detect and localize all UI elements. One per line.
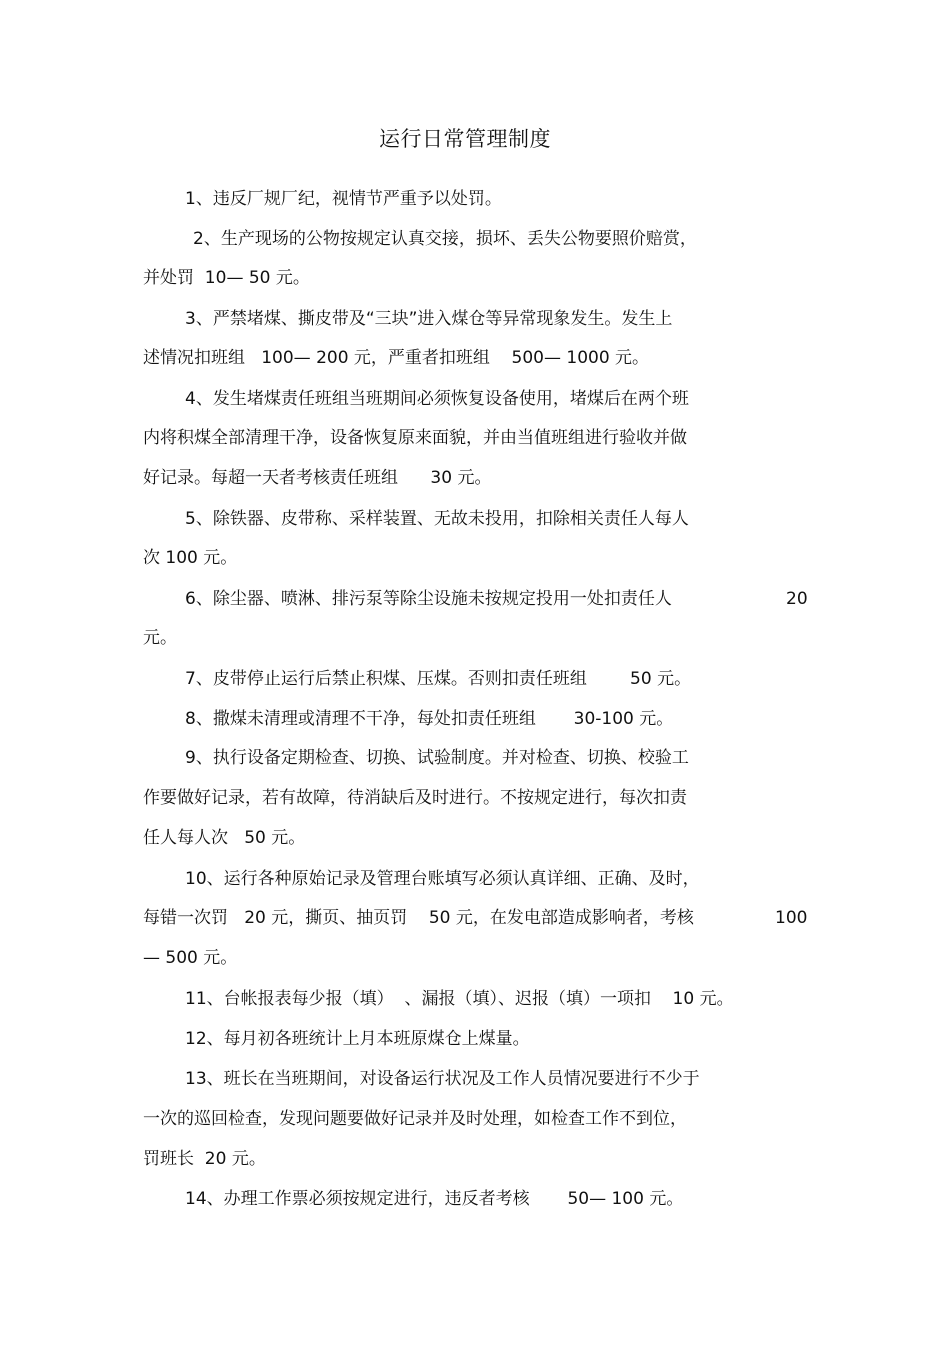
rule-2-line-1: 2、生产现场的公物按规定认真交接，损坏、丢失公物要照价赔赏， <box>193 229 697 249</box>
rule-8-line: 8、撒煤未清理或清理不干净，每处扣责任班组 30-100 元。 <box>185 709 674 729</box>
rule-3-line-1: 3、严禁堵煤、撕皮带及“三块”进入煤仓等异常现象发生。发生上 <box>185 309 673 329</box>
rule-13-line-2: 一次的巡回检查，发现问题要做好记录并及时处理，如检查工作不到位， <box>143 1109 687 1129</box>
rule-7-line: 7、皮带停止运行后禁止积煤、压煤。否则扣责任班组 50 元。 <box>185 669 692 689</box>
rule-9-line-3: 任人每人次 50 元。 <box>143 828 306 848</box>
rule-1-line: 1、违反厂规厂纪，视情节严重予以处罚。 <box>185 189 502 209</box>
rule-9-line-1: 9、执行设备定期检查、切换、试验制度。并对检查、切换、校验工 <box>185 748 689 768</box>
rule-13-line-3: 罚班长 20 元。 <box>143 1149 266 1169</box>
document-title: 运行日常管理制度 <box>379 127 551 151</box>
rule-12-line: 12、每月初各班统计上月本班原煤仓上煤量。 <box>185 1029 530 1049</box>
rule-6-line-1: 6、除尘器、喷淋、排污泵等除尘设施未按规定投用一处扣责任人 <box>185 589 672 609</box>
rule-4-line-2: 内将积煤全部清理干净，设备恢复原来面貌，并由当值班组进行验收并做 <box>143 428 687 448</box>
rule-10-amount: 100 <box>775 908 808 928</box>
rule-10-line-3: — 500 元。 <box>143 948 238 968</box>
rule-5-line-2: 次 100 元。 <box>143 548 238 568</box>
rule-10-line-2: 每错一次罚 20 元，撕页、抽页罚 50 元，在发电部造成影响者，考核 <box>143 908 694 928</box>
rule-14-line: 14、办理工作票必须按规定进行，违反者考核 50— 100 元。 <box>185 1189 684 1209</box>
rule-4-line-3: 好记录。每超一天者考核责任班组 30 元。 <box>143 468 492 488</box>
rule-13-line-1: 13、班长在当班期间，对设备运行状况及工作人员情况要进行不少于 <box>185 1069 700 1089</box>
rule-6-amount: 20 <box>786 589 808 609</box>
rule-6-line-2: 元。 <box>143 628 177 648</box>
rule-5-line-1: 5、除铁器、皮带称、采样装置、无故未投用，扣除相关责任人每人 <box>185 509 689 529</box>
rule-9-line-2: 作要做好记录，若有故障，待消缺后及时进行。不按规定进行，每次扣责 <box>143 788 687 808</box>
rule-11-line: 11、台帐报表每少报（填） 、漏报（填）、迟报（填）一项扣 10 元。 <box>185 989 734 1009</box>
rule-2-line-2: 并处罚 10— 50 元。 <box>143 268 310 288</box>
rule-4-line-1: 4、发生堵煤责任班组当班期间必须恢复设备使用，堵煤后在两个班 <box>185 389 689 409</box>
rule-10-line-1: 10、运行各种原始记录及管理台账填写必须认真详细、正确、及时， <box>185 869 700 889</box>
rule-3-line-2: 述情况扣班组 100— 200 元，严重者扣班组 500— 1000 元。 <box>143 348 650 368</box>
